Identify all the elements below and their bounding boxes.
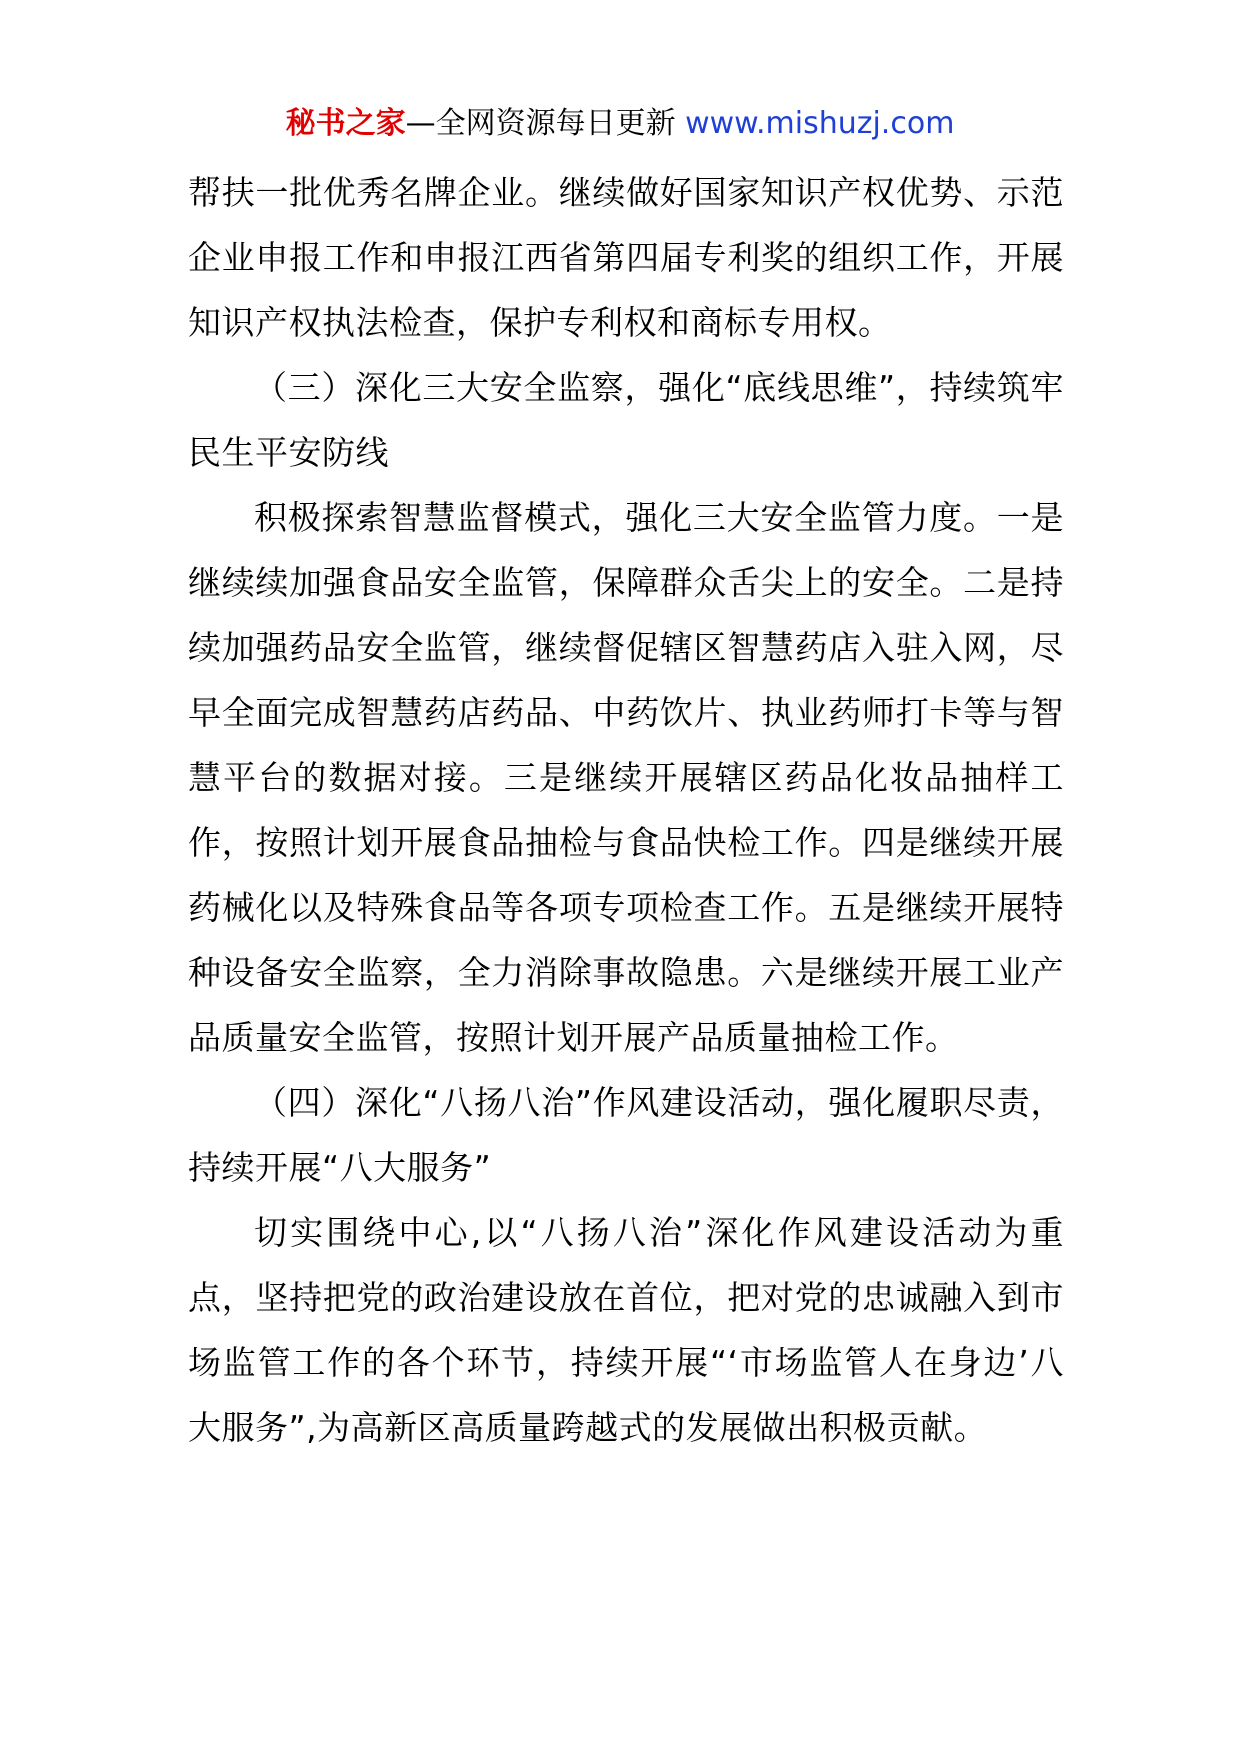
header-tagline: —全网资源每日更新 [405, 106, 676, 141]
section-heading-3: （三）深化三大安全监察，强化“底线思维”，持续筑牢民生平安防线 [188, 368, 1064, 472]
paragraph-safety-supervision: 积极探索智慧监督模式，强化三大安全监管力度。一是继续续加强食品安全监管，保障群众舌尖上的安全。二是持续加强药品安全监管，继续督促辖区智慧药店入驻入网，尽早全面完成智慧药店药品、中药饮片、执业药师打卡等与智慧平台的数据对接。三是继续开展辖区药品化妆品抽样工作，按照计划开展食品抽检与食品快检工作。四是继续开展药械化以及特殊食品等各项专项检查工作。五是继续开展特种设备安全监察，全力消除事故隐患。六是继续开展工业产品质量安全监管，按照计划开展产品质量抽检工作。 [188, 498, 1064, 1057]
header-brand: 秘书之家 [285, 106, 406, 141]
paragraph-continuation: 帮扶一批优秀名牌企业。继续做好国家知识产权优势、示范企业申报工作和申报江西省第四届专利奖的组织工作，开展知识产权执法检查，保护专利权和商标专用权。 [188, 173, 1064, 342]
paragraph-work-style: 切实围绕中心,以“八扬八治”深化作风建设活动为重点，坚持把党的政治建设放在首位，把对党的忠诚融入到市场监管工作的各个环节，持续开展“‘市场监管人在身边’八大服务”,为高新区高质量跨越式的发展做出积极贡献。 [188, 1213, 1064, 1447]
header-site-link[interactable]: www.mishuzj.com [675, 106, 955, 141]
document-body [188, 160, 1064, 1460]
section-heading-4: （四）深化“八扬八治”作风建设活动，强化履职尽责，持续开展“八大服务” [188, 1083, 1064, 1187]
page-header [0, 104, 1240, 144]
